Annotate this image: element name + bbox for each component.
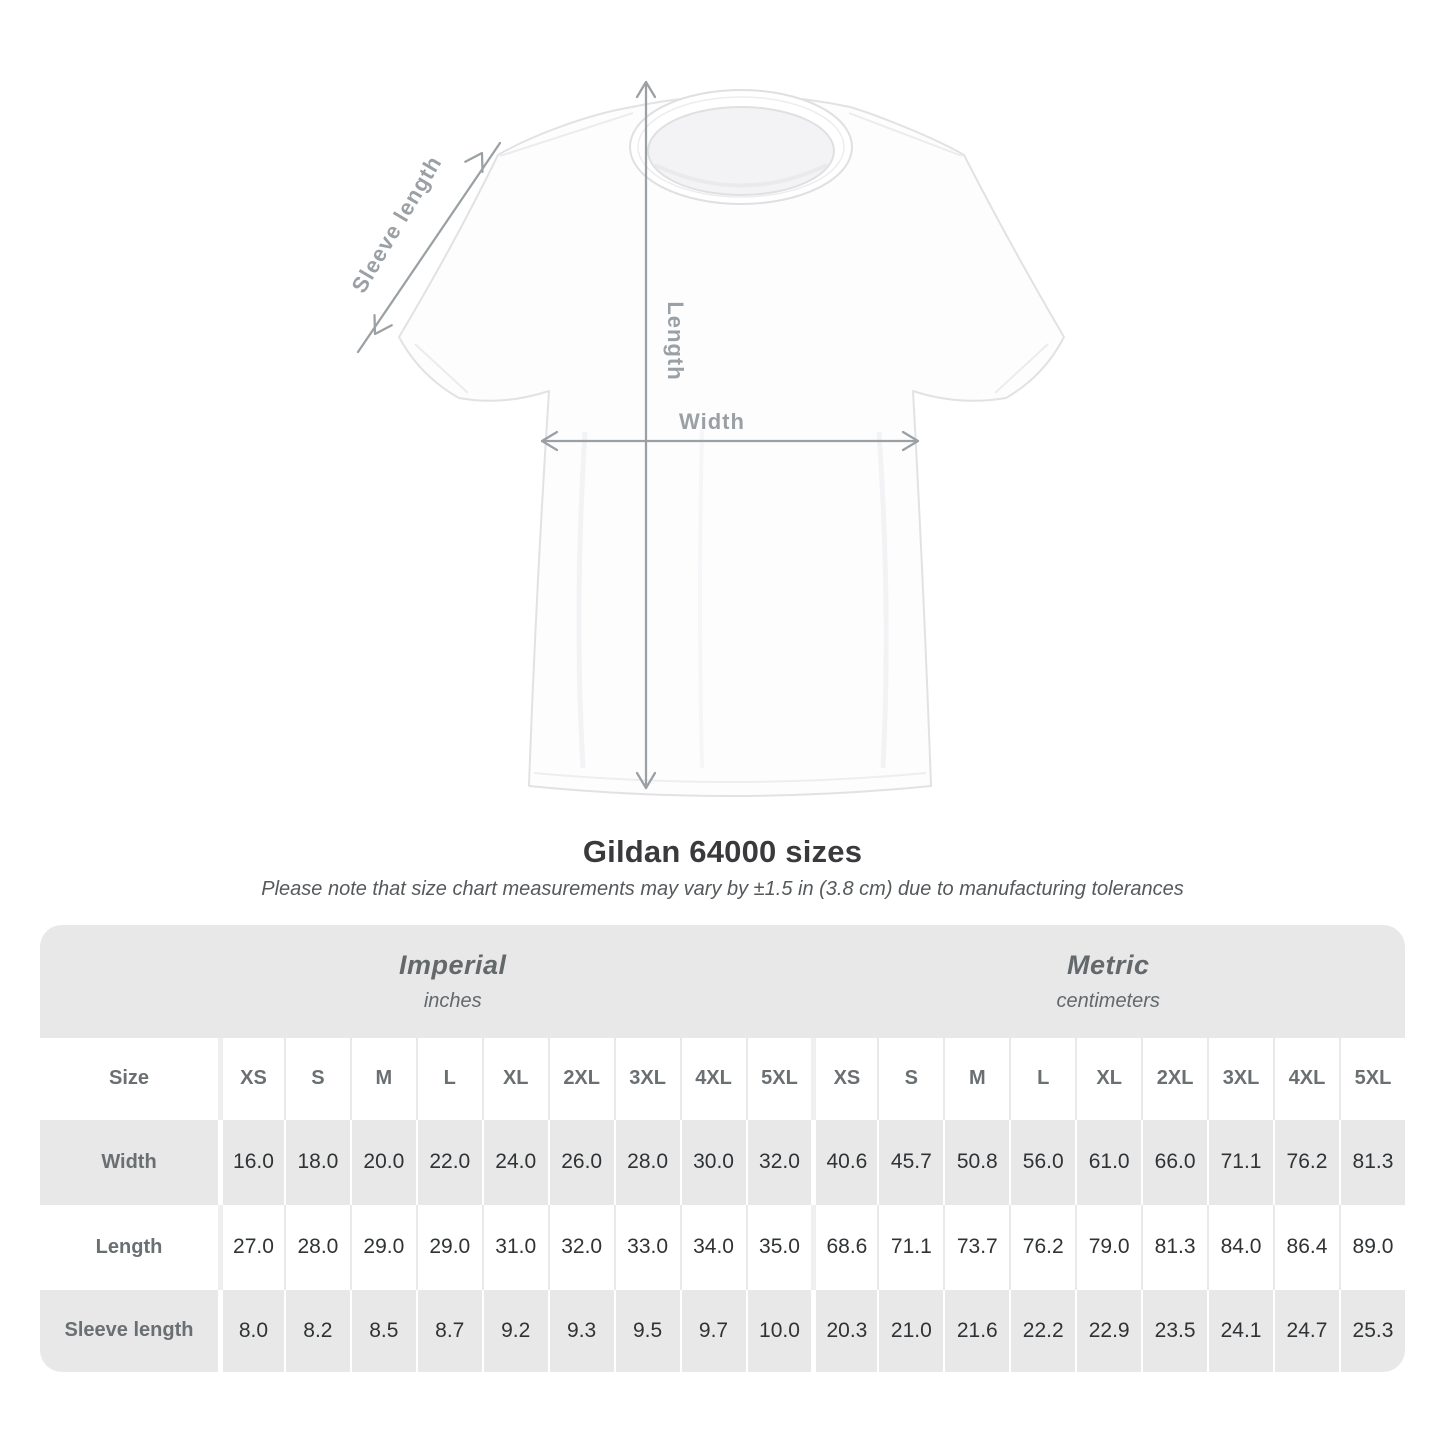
size-value-cell: 71.1 bbox=[1207, 1120, 1273, 1205]
fold-line bbox=[700, 430, 702, 768]
section-unit: inches bbox=[423, 989, 482, 1012]
size-column-header: 3XL bbox=[614, 1038, 680, 1120]
metric-section-header bbox=[811, 925, 1405, 1038]
tolerance-note: Please note that size chart measurements may vary by ±1.5 in (3.8 cm) due to manufacturing tolerances bbox=[261, 877, 1184, 900]
section-name: Metric bbox=[1066, 949, 1150, 980]
size-value-cell: 20.3 bbox=[811, 1290, 877, 1372]
row-label: Width bbox=[40, 1120, 218, 1205]
size-column-header: XS bbox=[218, 1038, 284, 1120]
size-value-cell: 28.0 bbox=[614, 1120, 680, 1205]
size-column-header: 5XL bbox=[746, 1038, 812, 1120]
size-value-cell: 8.2 bbox=[284, 1290, 350, 1372]
size-value-cell: 18.0 bbox=[284, 1120, 350, 1205]
sleeve-length-label: Sleeve length bbox=[346, 151, 447, 298]
size-value-cell: 33.0 bbox=[614, 1205, 680, 1290]
size-column-header: M bbox=[943, 1038, 1009, 1120]
size-value-cell: 25.3 bbox=[1339, 1290, 1405, 1372]
size-value-cell: 71.1 bbox=[877, 1205, 943, 1290]
size-value-cell: 40.6 bbox=[811, 1120, 877, 1205]
size-value-cell: 16.0 bbox=[218, 1120, 284, 1205]
size-value-cell: 45.7 bbox=[877, 1120, 943, 1205]
size-column-header: 3XL bbox=[1207, 1038, 1273, 1120]
size-value-cell: 73.7 bbox=[943, 1205, 1009, 1290]
size-value-cell: 24.7 bbox=[1273, 1290, 1339, 1372]
size-value-cell: 29.0 bbox=[416, 1205, 482, 1290]
size-value-cell: 84.0 bbox=[1207, 1205, 1273, 1290]
size-value-cell: 32.0 bbox=[548, 1205, 614, 1290]
section-name: Imperial bbox=[398, 949, 507, 980]
size-value-cell: 9.3 bbox=[548, 1290, 614, 1372]
size-value-cell: 34.0 bbox=[680, 1205, 746, 1290]
row-label: Sleeve length bbox=[40, 1290, 218, 1372]
section-unit: centimeters bbox=[1056, 989, 1160, 1012]
size-value-cell: 8.5 bbox=[350, 1290, 416, 1372]
page-title: Gildan 64000 sizes bbox=[582, 834, 863, 869]
imperial-section-header bbox=[40, 925, 811, 1038]
size-value-cell: 28.0 bbox=[284, 1205, 350, 1290]
size-value-cell: 9.5 bbox=[614, 1290, 680, 1372]
size-value-cell: 24.1 bbox=[1207, 1290, 1273, 1372]
size-value-cell: 66.0 bbox=[1141, 1120, 1207, 1205]
size-value-cell: 32.0 bbox=[746, 1120, 812, 1205]
size-value-cell: 81.3 bbox=[1339, 1120, 1405, 1205]
size-column-header: L bbox=[416, 1038, 482, 1120]
size-value-cell: 22.9 bbox=[1075, 1290, 1141, 1372]
size-column-header: M bbox=[350, 1038, 416, 1120]
size-column-header: XL bbox=[1075, 1038, 1141, 1120]
size-value-cell: 56.0 bbox=[1009, 1120, 1075, 1205]
size-value-cell: 27.0 bbox=[218, 1205, 284, 1290]
size-value-cell: 81.3 bbox=[1141, 1205, 1207, 1290]
size-column-header: 2XL bbox=[1141, 1038, 1207, 1120]
size-value-cell: 76.2 bbox=[1273, 1120, 1339, 1205]
size-value-cell: 21.0 bbox=[877, 1290, 943, 1372]
size-value-cell: 9.2 bbox=[482, 1290, 548, 1372]
size-value-cell: 22.2 bbox=[1009, 1290, 1075, 1372]
size-value-cell: 22.0 bbox=[416, 1120, 482, 1205]
size-value-cell: 30.0 bbox=[680, 1120, 746, 1205]
width-label: Width bbox=[679, 409, 745, 434]
size-column-header: 5XL bbox=[1339, 1038, 1405, 1120]
size-value-cell: 76.2 bbox=[1009, 1205, 1075, 1290]
size-value-cell: 79.0 bbox=[1075, 1205, 1141, 1290]
size-value-cell: 20.0 bbox=[350, 1120, 416, 1205]
size-value-cell: 21.6 bbox=[943, 1290, 1009, 1372]
size-value-cell: 29.0 bbox=[350, 1205, 416, 1290]
row-label: Length bbox=[40, 1205, 218, 1290]
size-value-cell: 9.7 bbox=[680, 1290, 746, 1372]
size-value-cell: 8.7 bbox=[416, 1290, 482, 1372]
size-corner-label: Size bbox=[40, 1038, 218, 1120]
size-value-cell: 8.0 bbox=[218, 1290, 284, 1372]
size-value-cell: 31.0 bbox=[482, 1205, 548, 1290]
size-value-cell: 24.0 bbox=[482, 1120, 548, 1205]
size-value-cell: 61.0 bbox=[1075, 1120, 1141, 1205]
size-value-cell: 68.6 bbox=[811, 1205, 877, 1290]
size-value-cell: 10.0 bbox=[746, 1290, 812, 1372]
size-value-cell: 86.4 bbox=[1273, 1205, 1339, 1290]
size-column-header: L bbox=[1009, 1038, 1075, 1120]
size-chart-table bbox=[40, 925, 1405, 1372]
size-value-cell: 50.8 bbox=[943, 1120, 1009, 1205]
length-label: Length bbox=[663, 301, 688, 381]
size-column-header: 4XL bbox=[1273, 1038, 1339, 1120]
size-chart bbox=[40, 925, 1405, 1372]
size-value-cell: 23.5 bbox=[1141, 1290, 1207, 1372]
size-column-header: S bbox=[877, 1038, 943, 1120]
size-column-header: XS bbox=[811, 1038, 877, 1120]
collar-opening bbox=[648, 107, 834, 195]
size-value-cell: 26.0 bbox=[548, 1120, 614, 1205]
size-column-header: XL bbox=[482, 1038, 548, 1120]
size-column-header: 2XL bbox=[548, 1038, 614, 1120]
size-column-header: S bbox=[284, 1038, 350, 1120]
size-value-cell: 89.0 bbox=[1339, 1205, 1405, 1290]
size-column-header: 4XL bbox=[680, 1038, 746, 1120]
size-value-cell: 35.0 bbox=[746, 1205, 812, 1290]
